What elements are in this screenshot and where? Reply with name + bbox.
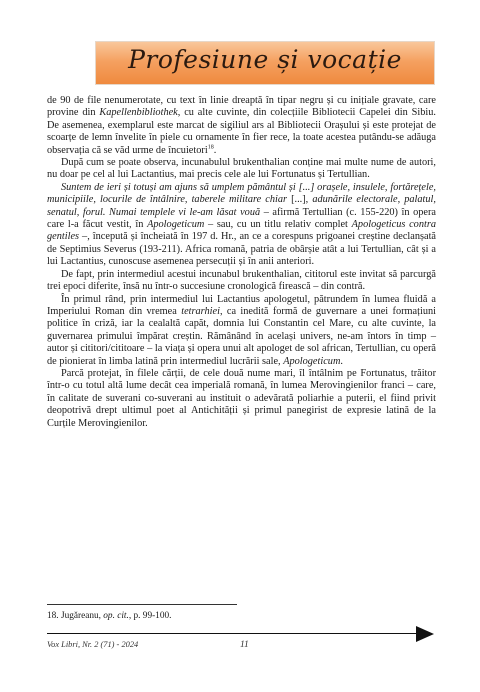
italic-run: adunările electorale, palatul, senatul, forul. Numai templele vi le-am lăsat vouă xyxy=(47,194,436,218)
section-banner xyxy=(96,42,434,84)
footnote-reference[interactable]: 18 xyxy=(207,144,214,151)
text-run: –, începută și încheiată în 197 d. Hr., an ce a corespuns prigoanei creștine declanșată de Septimius Severus (193-211). Africa romană, patria de obârșie atât a lui Tertullian, cât și a lui Lactantius, cunoscuse asemenea persecuții și în anii anteriori. xyxy=(47,231,436,268)
page-number: 11 xyxy=(240,640,249,650)
journal-citation: Vox Libri, Nr. 2 (71) - 2024 xyxy=(47,640,139,649)
paragraph-4: De fapt, prin intermediul acestui incunabul brukenthalian, cititorul este invitat să parcurgă trei epoci diferite, însă nu într-o succesiune cronologică firească – din contră. xyxy=(47,268,436,293)
arrow-right-icon xyxy=(416,626,434,642)
paragraph-6: Parcă protejat, în filele cărții, de cele două nume mari, îl întâlnim pe Fortunatus, trăitor într-o cu totul altă lume decât cea imperială romană, în lumea Merovingienilor franci – care, în calitate de suverani co-suverani au instituit o adevărată poliarhie a puterii, el fiind privit deopotrivă drept ultimul poet al Antichității și primul panegirist de expresie latină de la Curțile Merovingienilor. xyxy=(47,367,436,429)
italic-run: Apologeticum xyxy=(147,219,205,231)
text-run: În primul rând, prin intermediul lui Lactantius apologetul, pătrundem în lumea fluidă a Imperiului Roman din vremea xyxy=(47,293,436,317)
text-run: – sau, cu un titlu relativ complet xyxy=(204,219,352,231)
italic-run: Kapellenbibliothek xyxy=(99,107,178,119)
italic-run: op. cit. xyxy=(103,611,129,621)
paragraph-5 xyxy=(47,294,436,368)
article-body xyxy=(47,95,436,430)
section-title: Profesiune și vocație xyxy=(128,45,402,74)
italic-run: Suntem de ieri și totuși am ajuns să umplem pământul și [...] orașele, insulele, fortărețele, municipiile, locurile de întâlnire, taberele militare chiar xyxy=(47,181,436,206)
italic-run: tetrarhiei xyxy=(181,305,220,317)
paragraph-1 xyxy=(47,95,436,157)
text-run: . xyxy=(213,144,217,156)
footnote-18 xyxy=(47,611,171,621)
italic-run: Apologeticus contra gentiles xyxy=(47,219,436,243)
paragraph-2: După cum se poate observa, incunabulul brukenthalian conține mai multe nume de autori, nu doar pe cel al lui Lactantius, mai precis cele ale lui Fortunatus și Tertullian. xyxy=(47,157,436,181)
text-run: de 90 de file nenumerotate, cu text în linie dreaptă în tipar negru și cu inițiale gravate, care provine din xyxy=(47,95,436,119)
footer-rule xyxy=(47,633,421,634)
text-run: , p. 99-100. xyxy=(128,611,172,621)
text-run: [...], xyxy=(287,194,313,206)
text-run: , cu alte cuvinte, din colecțiile Bibliotecii Capelei din Sibiu. De asemenea, exemplarul este marcat de sigiliul ars al Bibliotecii Orașului și este protejat de scoarțe de lemn învelite în piele cu ornamente în fier rece, la toate acestea putându-se adăuga observația că se văd urme de încuietori xyxy=(47,107,436,156)
italic-run: Apologeticum xyxy=(283,355,341,367)
text-run: – afirmă Tertullian (c. 155-220) în opera care l-a făcut vestit, în xyxy=(47,206,436,231)
text-run: 18. Jugăreanu, xyxy=(47,611,104,621)
text-run: , ca inedită formă de guvernare a unei formațiuni politice în criză, iar la cealaltă capăt, domnia lui Constantin cel Mare, cu alte cuvinte, la guvernarea primului împărat creștin. Rămânând în același univers, ne-am întors în timp – autor și cititori/cititoare – la viața și opera unui alt apologet de sol african, Tertullian, cu operă de pionierat în limba latină prin intermediul lucrării sale, xyxy=(47,305,436,367)
paragraph-3 xyxy=(47,182,436,269)
footnote-divider xyxy=(47,604,237,605)
text-run: . xyxy=(340,355,343,367)
